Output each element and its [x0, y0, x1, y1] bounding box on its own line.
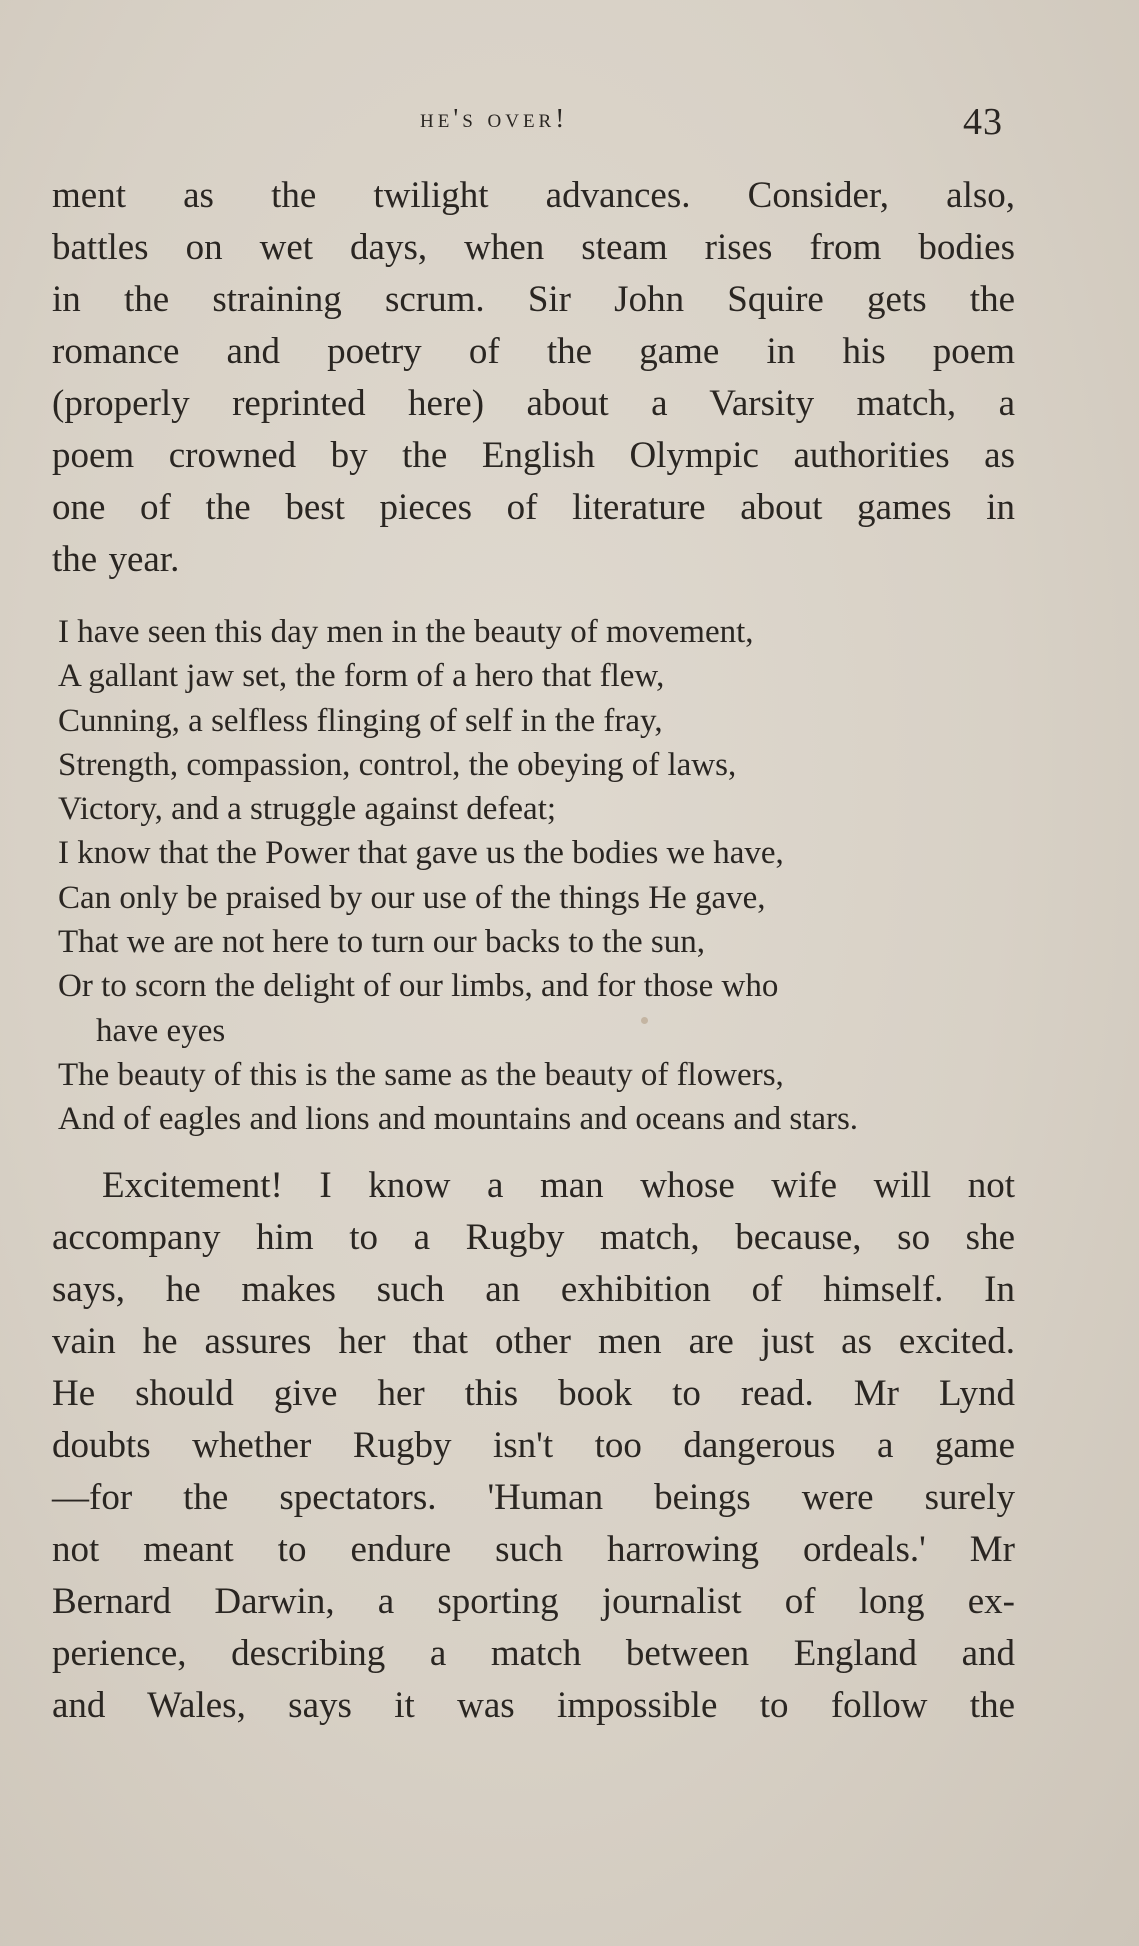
poem-line: Strength, compassion, control, the obeying of laws,	[58, 746, 737, 783]
text-line: battles on wet days, when steam rises from bodies	[52, 227, 1015, 268]
text-line: says, he makes such an exhibition of himself. In	[52, 1269, 1015, 1310]
text-line: poem crowned by the English Olympic authorities as	[52, 435, 1015, 476]
text-line: (properly reprinted here) about a Varsity match, a	[52, 383, 1015, 424]
text-line: not meant to endure such harrowing ordeals.' Mr	[52, 1529, 1015, 1570]
poem-line: Victory, and a struggle against defeat;	[58, 791, 557, 828]
poem-line: And of eagles and lions and mountains and oceans and stars.	[58, 1101, 859, 1138]
page-number: 43	[963, 101, 1003, 143]
text-line: doubts whether Rugby isn't too dangerous a game	[52, 1425, 1015, 1466]
text-line: perience, describing a match between England and	[52, 1633, 1015, 1674]
paragraph-1	[52, 170, 1015, 586]
text-line: in the straining scrum. Sir John Squire gets the	[52, 279, 1015, 320]
poem-quotation	[58, 610, 1018, 1142]
poem-line: That we are not here to turn our backs to the sun,	[58, 924, 705, 961]
paper-blemish	[641, 1017, 648, 1024]
text-line: accompany him to a Rugby match, because, so she	[52, 1217, 1015, 1258]
text-line: one of the best pieces of literature about games in	[52, 487, 1015, 528]
running-title: he's over!	[420, 103, 569, 133]
poem-line: I have seen this day men in the beauty of movement,	[58, 614, 754, 650]
poem-line: Cunning, a selfless flinging of self in the fray,	[58, 702, 663, 739]
poem-line-continuation: have eyes	[96, 1012, 226, 1049]
poem-line: I know that the Power that gave us the bodies we have,	[58, 835, 784, 872]
poem-line: The beauty of this is the same as the beauty of flowers,	[58, 1056, 784, 1093]
text-line: —for the spectators. 'Human beings were surely	[52, 1477, 1015, 1518]
text-line: vain he assures her that other men are just as excited.	[52, 1321, 1015, 1362]
poem-line: A gallant jaw set, the form of a hero that flew,	[58, 658, 665, 695]
text-line: He should give her this book to read. Mr Lynd	[52, 1373, 1015, 1414]
text-line: and Wales, says it was impossible to follow the	[52, 1685, 1015, 1726]
text-line: ment as the twilight advances. Consider, also,	[52, 175, 1015, 216]
text-line: Bernard Darwin, a sporting journalist of long ex-	[52, 1581, 1015, 1622]
text-line: romance and poetry of the game in his poem	[52, 331, 1015, 372]
text-line: Excitement! I know a man whose wife will not	[102, 1165, 1015, 1206]
poem-line: Can only be praised by our use of the things He gave,	[58, 879, 766, 916]
paragraph-2	[52, 1160, 1015, 1732]
running-head	[0, 103, 1139, 143]
poem-line: Or to scorn the delight of our limbs, and for those who	[58, 968, 779, 1005]
text-line: the year.	[52, 539, 180, 580]
